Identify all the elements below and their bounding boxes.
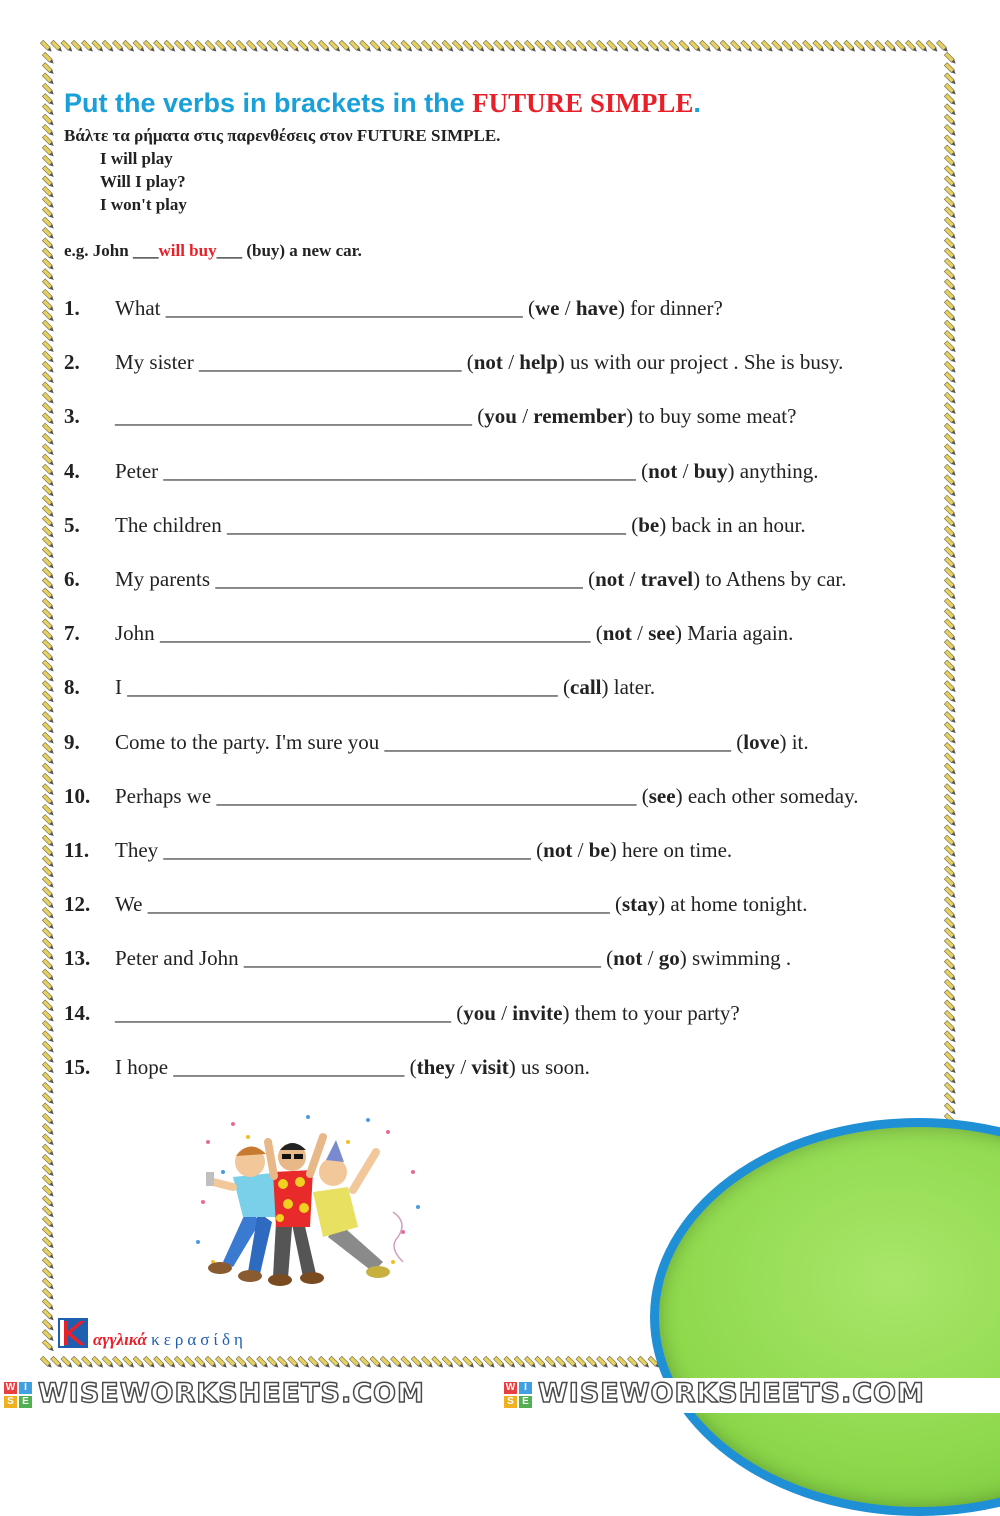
question-number: 9. [64,730,80,754]
question-suffix: at home tonight. [665,892,808,916]
question-text: ________________________________ (you / invite) them to your party? [115,1001,740,1025]
question-number: 12. [64,892,91,916]
question-prefix: I hope [115,1055,174,1079]
question-number: 5. [64,513,80,537]
question-text: They ___________________________________ (not / be) here on time. [115,838,733,862]
question-number: 11. [64,838,90,862]
pencil-mark [42,1340,55,1353]
wm-logo-letter: S [504,1396,517,1408]
question-prefix: My sister [115,350,199,374]
question-suffix: us with our project . She is busy. [564,350,844,374]
question-prefix: Peter [115,459,164,483]
question-text: Peter and John __________________________________ (not / go) swimming . [115,946,792,970]
title-highlight: FUTURE SIMPLE [472,88,694,118]
answer-blank[interactable]: ________________________________________ [216,784,637,808]
question-text: I hope ______________________ (they / visit) us soon. [115,1055,590,1079]
verb-hint-2: travel [640,567,694,591]
wm-logo-letter: W [5,1382,16,1393]
question-suffix: here on time. [616,838,733,862]
question-prefix: John [115,621,160,645]
verb-hint-2: visit [471,1055,509,1079]
question-text: What __________________________________ (we / have) for dinner? [115,296,723,320]
watermark-text: WISEWORKSHEETS.COM [538,1378,925,1409]
question-number: 14. [64,1001,91,1025]
verb-hint: you [484,404,517,428]
verb-hint-2: be [588,838,610,862]
question-text: My sister _________________________ (not / help) us with our project . She is busy. [115,350,844,374]
question-text: Perhaps we ________________________________________ (see) each other someday. [115,784,859,808]
publisher-logo-icon [58,1318,88,1348]
publisher-word2: κερασίδη [151,1330,247,1349]
wm-logo-letter: W [505,1382,516,1393]
question-text: John _________________________________________ (not / see) Maria again. [115,621,794,645]
verb-hint-2: see [648,621,676,645]
verb-hint: call [570,675,602,699]
question-text: The children ______________________________________ (be) back in an hour. [115,513,806,537]
verb-hint-2: invite [512,1001,563,1025]
title-period: . [693,88,701,118]
wm-logo-letter: I [519,1382,532,1394]
question-number: 3. [64,404,80,428]
publisher-word1: αγγλικά [93,1330,147,1349]
answer-blank[interactable]: __________________________________ [115,404,472,428]
title-text: Put the verbs in brackets in the [64,88,473,118]
question-number: 13. [64,946,91,970]
example-sentence [64,241,362,261]
pattern-negative: I won't play [100,195,187,214]
example-answer: will buy [158,241,217,260]
watermark-bar [0,1378,1000,1413]
question-suffix: us soon. [515,1055,590,1079]
answer-blank[interactable]: ______________________________________ [226,513,626,537]
instruction-greek: Βάλτε τα ρήματα στις παρενθέσεις στον FUTURE SIMPLE. [64,126,501,145]
watermark-text: WISEWORKSHEETS.COM [38,1378,425,1409]
verb-hint: see [648,784,676,808]
answer-blank[interactable]: _________________________________ [384,730,732,754]
example-after: ___ (buy) a new car. [216,241,362,260]
answer-blank[interactable]: _________________________________________ [127,675,558,699]
answer-blank[interactable]: _____________________________________________ [163,459,636,483]
verb-hint: not [648,459,678,483]
verb-hint-2: remember [533,404,627,428]
question-text: Come to the party. I'm sure you _________________________________ (love) it. [115,730,809,754]
question-number: 8. [64,675,80,699]
verb-hint: not [473,350,503,374]
verb-hint-2: help [519,350,558,374]
question-text: I _________________________________________ (call) later. [115,675,656,699]
question-text: We ____________________________________________ (stay) at home tonight. [115,892,808,916]
verb-hint: not [602,621,632,645]
verb-hint: stay [621,892,659,916]
question-text: My parents ___________________________________ (not / travel) to Athens by car. [115,567,847,591]
question-prefix: My parents [115,567,216,591]
answer-blank[interactable]: ___________________________________ [215,567,583,591]
publisher-name [93,1330,247,1350]
question-number: 15. [64,1055,91,1079]
verb-hint: we [534,296,560,320]
verb-hint-2: go [658,946,680,970]
question-suffix: them to your party? [569,1001,740,1025]
answer-blank[interactable]: _________________________________________ [159,621,591,645]
question-suffix: it. [786,730,809,754]
wm-logo-letter: E [19,1396,32,1408]
watermark-logo-icon [504,1382,534,1410]
verb-hint: not [613,946,643,970]
page-title [64,88,701,119]
verb-hint: they [416,1055,456,1079]
question-suffix: Maria again. [682,621,794,645]
question-suffix: each other someday. [682,784,859,808]
question-prefix: They [115,838,164,862]
pattern-question: Will I play? [100,172,186,191]
question-prefix: Peter and John [115,946,244,970]
question-number: 2. [64,350,80,374]
question-suffix: anything. [734,459,819,483]
verb-hint-2: have [575,296,618,320]
question-number: 7. [64,621,80,645]
question-prefix: I [115,675,128,699]
verb-hint: love [743,730,780,754]
wm-logo-letter: I [19,1382,32,1394]
party-people-image [188,1112,428,1292]
question-suffix: back in an hour. [666,513,806,537]
question-text: __________________________________ (you / remember) to buy some meat? [115,404,797,428]
wm-logo-letter: E [519,1396,532,1408]
watermark-logo-icon [4,1382,34,1410]
verb-hint: not [543,838,573,862]
example-before: e.g. John ___ [64,241,159,260]
wm-logo-letter: S [4,1396,17,1408]
question-prefix: We [115,892,148,916]
question-prefix: Come to the party. I'm sure you [115,730,385,754]
answer-blank[interactable]: _________________________ [199,350,462,374]
verb-hint: not [595,567,625,591]
answer-blank[interactable]: __________________________________ [243,946,601,970]
question-suffix: to buy some meat? [633,404,797,428]
answer-blank[interactable]: ___________________________________ [163,838,531,862]
question-suffix: swimming . [686,946,792,970]
answer-blank[interactable]: ______________________ [173,1055,405,1079]
answer-blank[interactable]: ________________________________ [115,1001,451,1025]
question-prefix: What [115,296,166,320]
verb-hint: be [638,513,660,537]
question-suffix: for dinner? [624,296,723,320]
question-number: 4. [64,459,80,483]
answer-blank[interactable]: ____________________________________________ [147,892,610,916]
question-suffix: to Athens by car. [700,567,847,591]
pencil-mark [936,40,949,53]
answer-blank[interactable]: __________________________________ [165,296,523,320]
question-number: 1. [64,296,80,320]
question-prefix: The children [115,513,227,537]
question-prefix: Perhaps we [115,784,217,808]
question-text: Peter _____________________________________________ (not / buy) anything. [115,459,819,483]
verb-hint-2: buy [693,459,728,483]
pattern-affirmative: I will play [100,149,173,168]
question-suffix: later. [608,675,656,699]
question-number: 6. [64,567,80,591]
verb-hint: you [463,1001,496,1025]
question-number: 10. [64,784,91,808]
